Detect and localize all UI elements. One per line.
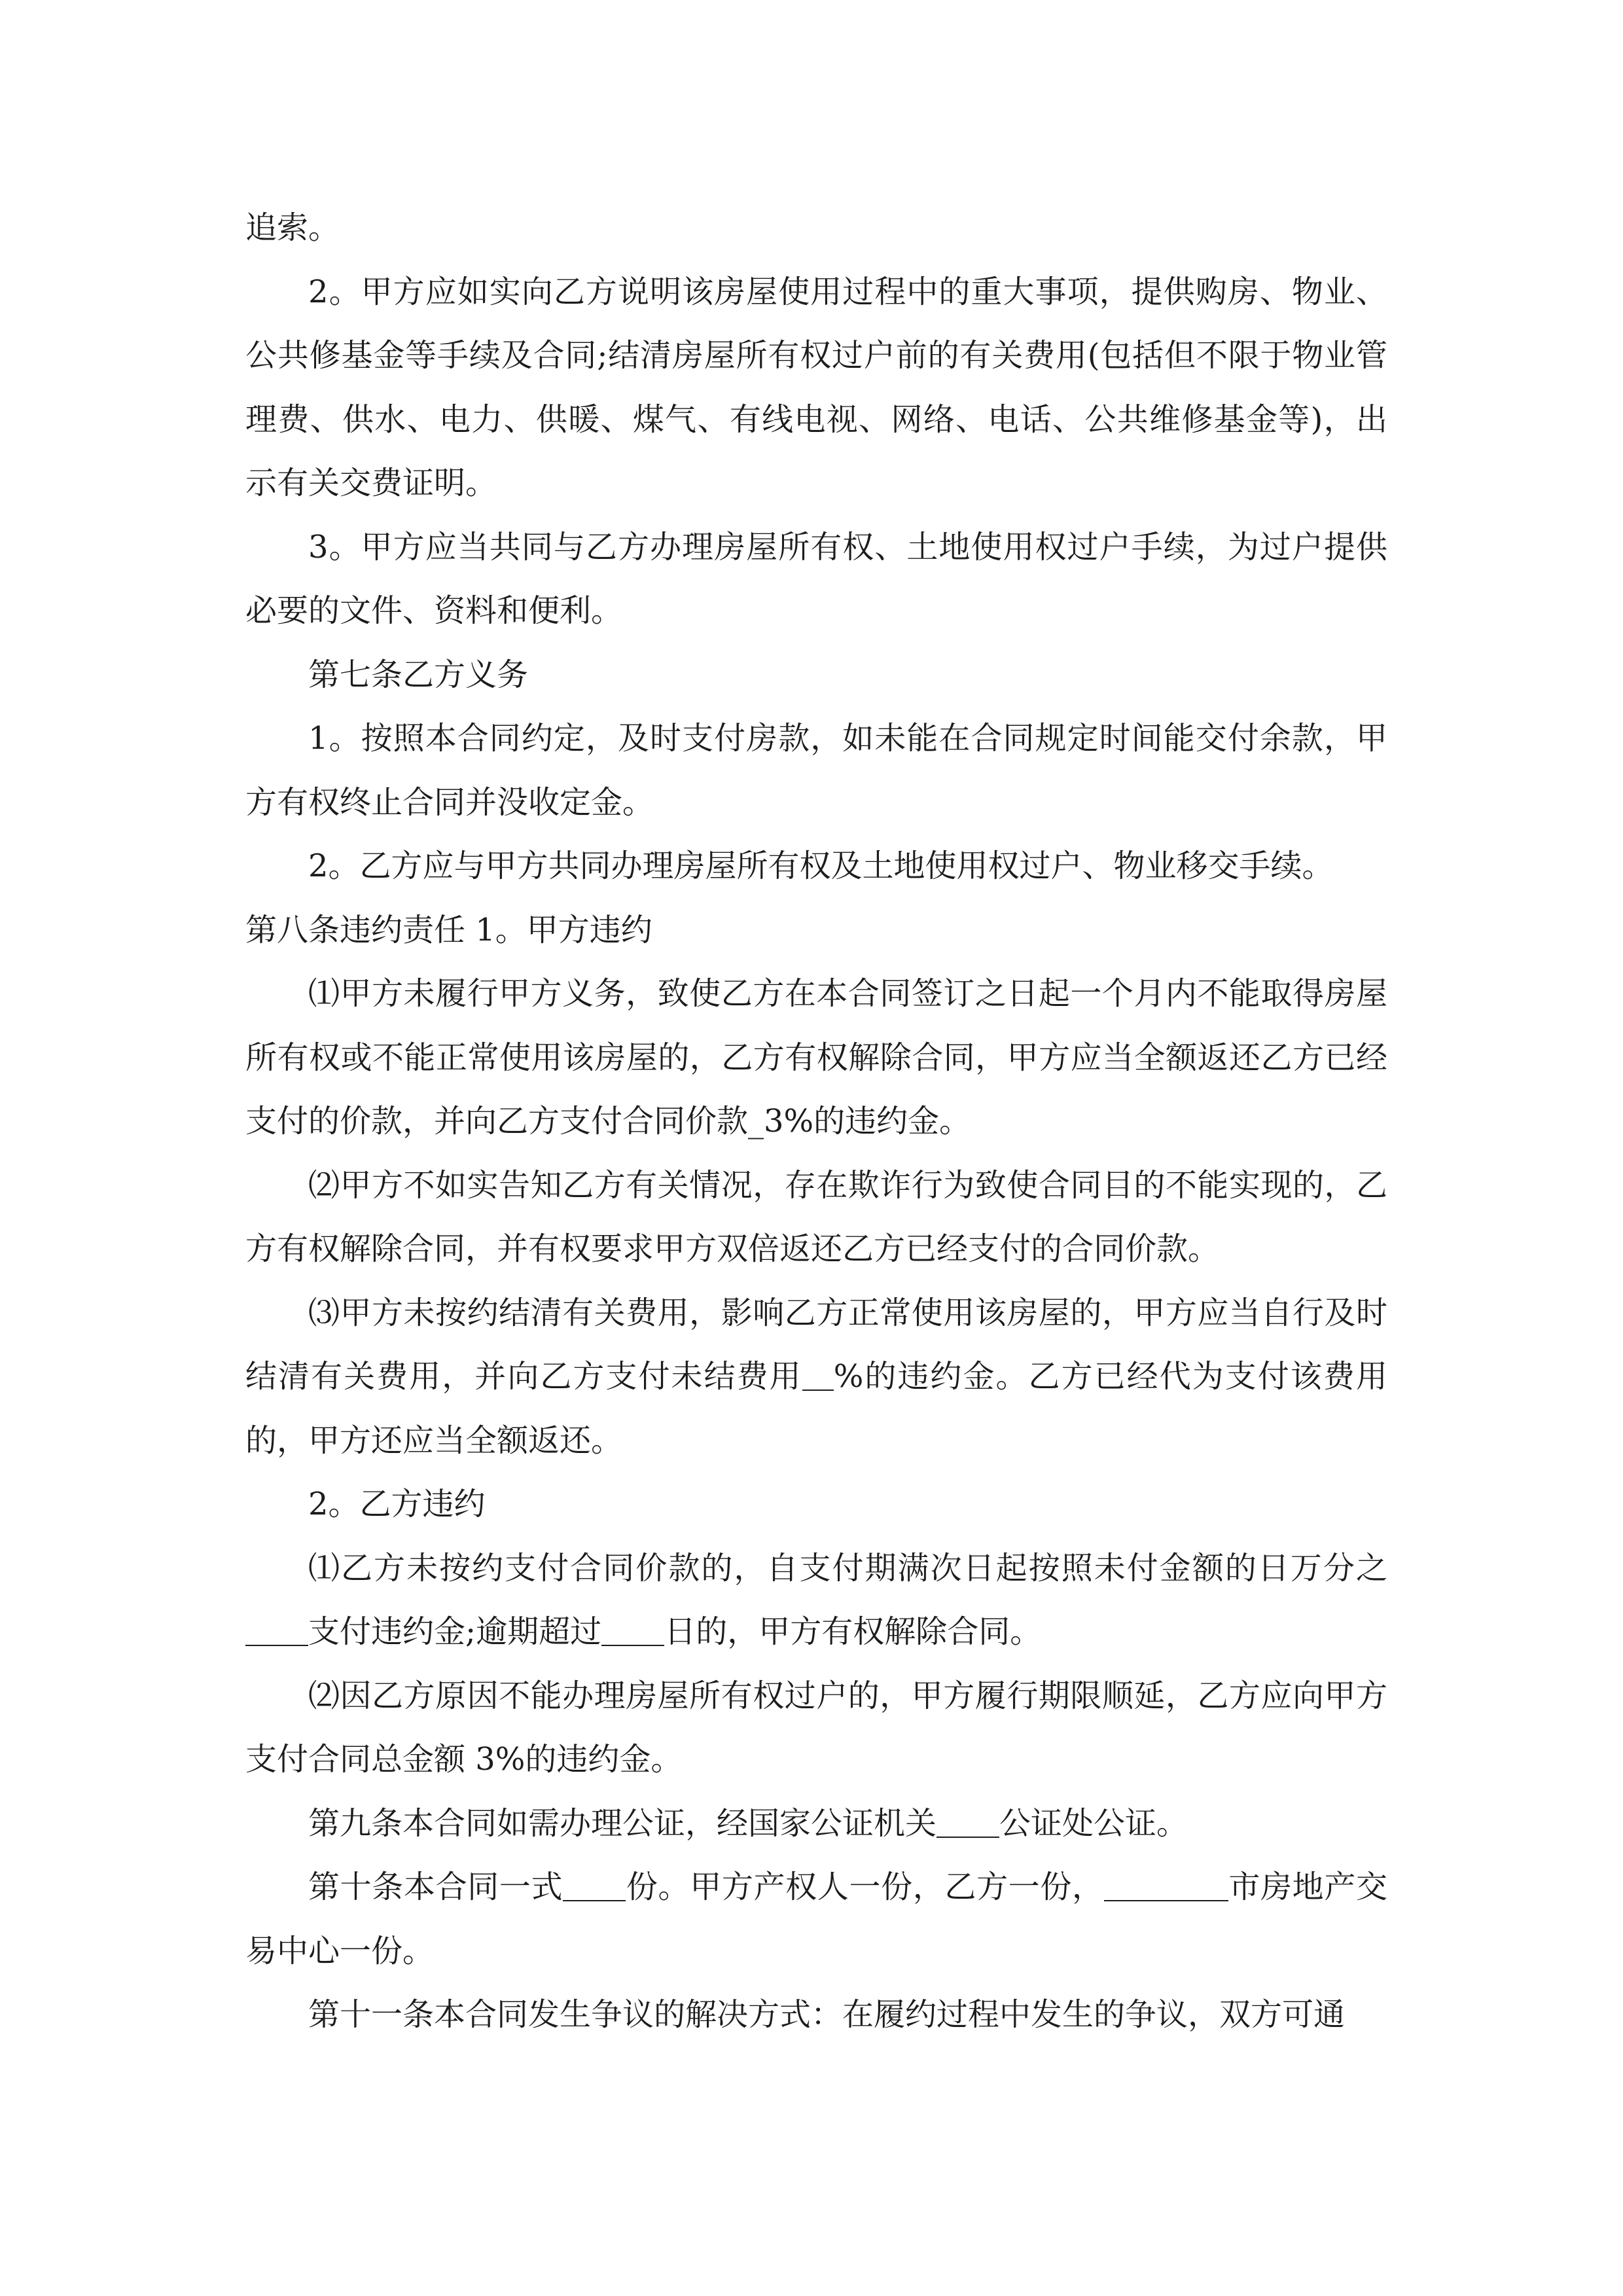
article-10-part-c: 市房地产交易中心一份。	[245, 1869, 1387, 1969]
paragraph-12-part-a: ⑴乙方未按约支付合同价款的，自支付期满次日起按照未付金额的日万分之	[308, 1549, 1387, 1587]
paragraph-9: ⑵甲方不如实告知乙方有关情况，存在欺诈行为致使合同目的不能实现的，乙方有权解除合同，并有权要求甲方双倍返还乙方已经支付的合同价款。	[245, 1166, 1387, 1267]
article-9-part-b: 公证处公证。	[999, 1804, 1188, 1842]
paragraph-5: 1。按照本合同约定，及时支付房款，如未能在合同规定时间能交付余款，甲方有权终止合同并没收定金。	[245, 720, 1387, 821]
paragraph-12-part-b: 支付违约金;逾期超过	[308, 1613, 602, 1650]
paragraph-12-part-c: 日的，甲方有权解除合同。	[664, 1613, 1042, 1650]
blank-line	[936, 1805, 999, 1838]
paragraph-12	[245, 1537, 1387, 1664]
paragraph-2: 2。甲方应如实向乙方说明该房屋使用过程中的重大事项，提供购房、物业、公共修基金等手续及合同;结清房屋所有权过户前的有关费用(包括但不限于物业管理费、供水、电力、供暖、煤气、有线电视、网络、电话、公共维修基金等)，出示有关交费证明。	[245, 273, 1387, 501]
blank-line	[563, 1869, 626, 1901]
blank-line	[802, 1358, 834, 1391]
blank-line	[245, 1613, 308, 1646]
article-11: 第十一条本合同发生争议的解决方式：在履约过程中发生的争议，双方可通	[308, 1996, 1346, 2033]
paragraph-6: 2。乙方应与甲方共同办理房屋所有权及土地使用权过户、物业移交手续。	[308, 848, 1334, 884]
paragraph-3: 3。甲方应当共同与乙方办理房屋所有权、土地使用权过户手续，为过户提供必要的文件、资料和便利。	[245, 528, 1387, 629]
paragraph-1: 追索。	[245, 209, 340, 246]
paragraph-11: 2。乙方违约	[308, 1486, 486, 1522]
article-8-heading: 第八条违约责任 1。甲方违约	[245, 911, 652, 948]
article-7-heading: 第七条乙方义务	[308, 656, 529, 693]
document-body	[245, 196, 1387, 2047]
paragraph-10-part-b: %的违约金。乙方已经代为支付该费用的，甲方还应当全额返还。	[245, 1358, 1387, 1459]
paragraph-8: ⑴甲方未履行甲方义务，致使乙方在本合同签订之日起一个月内不能取得房屋所有权或不能正常使用该房屋的，乙方有权解除合同，甲方应当全额返还乙方已经支付的价款，并向乙方支付合同价款_3%的违约金。	[245, 975, 1387, 1139]
blank-line	[601, 1613, 664, 1646]
article-10-part-b: 份。甲方产权人一份，乙方一份，	[626, 1869, 1104, 1905]
article-10	[245, 1856, 1387, 1983]
article-9-part-a: 第九条本合同如需办理公证，经国家公证机关	[308, 1804, 937, 1842]
paragraph-10	[245, 1282, 1387, 1473]
blank-line	[1104, 1869, 1228, 1901]
article-10-part-a: 第十条本合同一式	[308, 1869, 563, 1905]
article-9	[245, 1792, 1387, 1856]
paragraph-13: ⑵因乙方原因不能办理房屋所有权过户的，甲方履行期限顺延，乙方应向甲方支付合同总金额 3%的违约金。	[245, 1677, 1387, 1778]
paragraph-10-part-a: ⑶甲方未按约结清有关费用，影响乙方正常使用该房屋的，甲方应当自行及时结清有关费用，并向乙方支付未结费用	[245, 1294, 1387, 1395]
